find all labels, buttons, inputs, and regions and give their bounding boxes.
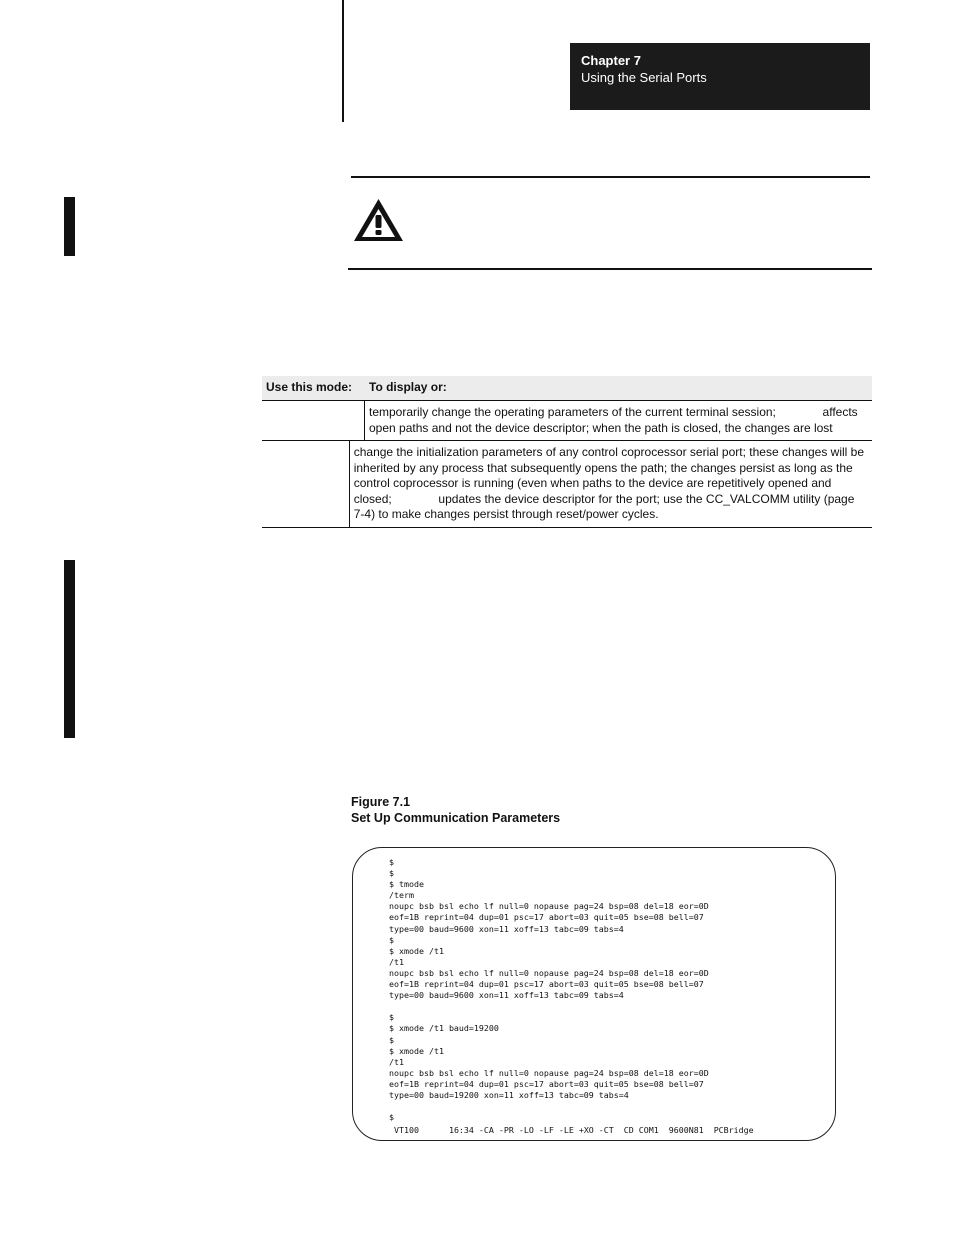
- terminal-line: noupc bsb bsl echo lf null=0 nopause pag=24 bsp=08 del=18 eor=0D: [389, 967, 709, 978]
- terminal-line: $ xmode /t1: [389, 945, 444, 956]
- terminal-line: eof=1B reprint=04 dup=01 psc=17 abort=03 quit=05 bse=08 bell=07: [389, 912, 704, 923]
- description-line: open paths and not the device descriptor; when the path is closed, the changes are lost: [369, 420, 833, 435]
- description-line: control coprocessor is running (even when paths to the device are repetitively opened and: [353, 476, 832, 490]
- description-line: 7-4) to make changes persist through reset/power cycles.: [353, 507, 659, 521]
- description-line: temporarily change the operating parameters of the current terminal session; affects: [369, 405, 858, 419]
- terminal-line: eof=1B reprint=04 dup=01 psc=17 abort=03 quit=05 bse=08 bell=07: [389, 979, 704, 990]
- row-description: [365, 401, 872, 440]
- warning-bottom-rule: [348, 268, 872, 270]
- terminal-line: noupc bsb bsl echo lf null=0 nopause pag=24 bsp=08 del=18 eor=0D: [389, 901, 709, 912]
- header-display: To display or:: [369, 380, 447, 395]
- table-row: [262, 441, 872, 528]
- terminal-line: noupc bsb bsl echo lf null=0 nopause pag=24 bsp=08 del=18 eor=0D: [389, 1067, 709, 1078]
- row-description: [350, 441, 872, 527]
- terminal-line: $ xmode /t1: [389, 1045, 444, 1056]
- warning-top-rule: [351, 176, 870, 178]
- figure-caption: [351, 794, 560, 826]
- terminal-line: $: [389, 1012, 394, 1023]
- chapter-title: Using the Serial Ports: [581, 70, 707, 85]
- change-bar-1: [64, 197, 75, 256]
- description-line: closed; updates the device descriptor for the port; use the CC_VALCOMM utility (page: [353, 491, 855, 506]
- terminal-line: type=00 baud=19200 xon=11 xoff=13 tabc=09 tabs=4: [389, 1089, 629, 1100]
- header-mode: Use this mode:: [266, 380, 353, 395]
- figure-title: Set Up Communication Parameters: [351, 811, 561, 825]
- warning-triangle-icon: [351, 196, 406, 244]
- terminal-line: eof=1B reprint=04 dup=01 psc=17 abort=03 quit=05 bse=08 bell=07: [389, 1078, 704, 1089]
- chapter-header: [570, 43, 870, 110]
- table-header: [262, 376, 872, 400]
- mode-table: [262, 376, 872, 528]
- terminal-line: $ xmode /t1 baud=19200: [389, 1023, 499, 1034]
- terminal-line: /t1: [389, 1056, 404, 1067]
- terminal-line: type=00 baud=9600 xon=11 xoff=13 tabc=09 tabs=4: [389, 990, 624, 1001]
- chapter-number: Chapter 7: [581, 53, 641, 68]
- terminal-line: $: [389, 1112, 394, 1123]
- change-bar-2: [64, 560, 75, 738]
- figure-number: Figure 7.1: [351, 795, 411, 809]
- terminal-line: $: [389, 868, 394, 879]
- description-line: inherited by any process that subsequently opens the path; the changes persist as long as the: [353, 460, 853, 475]
- terminal-line: type=00 baud=9600 xon=11 xoff=13 tabc=09 tabs=4: [389, 923, 624, 934]
- terminal-line: $ tmode: [389, 879, 424, 890]
- terminal-line: $: [389, 857, 394, 867]
- terminal-line: $: [389, 1034, 394, 1045]
- terminal-line: /term: [389, 890, 414, 901]
- terminal-status-line: VT100 16:34 -CA -PR -LO -LF -LE +XO -CT CD COM1 9600N81 PCBridge: [394, 1125, 754, 1135]
- terminal-line: $: [389, 934, 394, 945]
- row-mode-cell: [262, 401, 365, 440]
- terminal-output: [389, 857, 709, 1123]
- table-row: [262, 400, 872, 441]
- page-margin-line: [342, 0, 344, 122]
- terminal-line: /t1: [389, 956, 404, 967]
- description-line: change the initialization parameters of any control coprocessor serial port; these changes will be: [353, 445, 864, 459]
- row-mode-cell: [262, 441, 350, 527]
